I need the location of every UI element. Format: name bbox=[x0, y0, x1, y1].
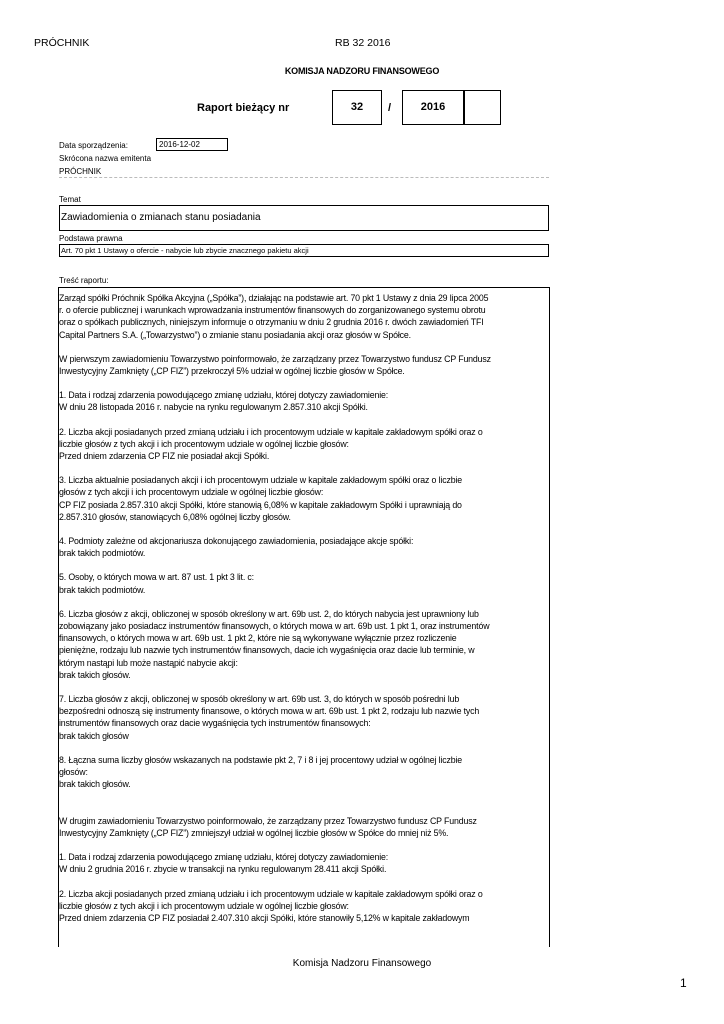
content-label: Treść raportu: bbox=[59, 276, 109, 285]
report-label: Raport bieżący nr bbox=[197, 102, 290, 114]
content-line: liczbie głosów z tych akcji i ich procentowym udziale w ogólnej liczbie głosów: bbox=[59, 438, 349, 449]
content-line: Przed dniem zdarzenia CP FIZ posiadał 2.407.310 akcji Spółki, które stanowiły 5,12% w kapitale zakładowym bbox=[59, 912, 470, 923]
date-label: Data sporządzenia: bbox=[59, 141, 128, 150]
content-paragraph bbox=[59, 888, 549, 925]
content-line: W dniu 2 grudnia 2016 r. zbycie w transakcji na rynku regulowanym 28.411 akcji Spółki. bbox=[59, 864, 387, 875]
content-line: 8. Łączna suma liczby głosów wskazanych na podstawie pkt 2, 7 i 8 i jej procentowy udział w ogólnej liczbie bbox=[59, 754, 462, 765]
content-paragraph bbox=[59, 693, 549, 742]
content-line: W drugim zawiadomieniu Towarzystwo poinformowało, że zarządzany przez Towarzystwo fundusz CP Fundusz bbox=[59, 815, 477, 826]
content-paragraph bbox=[59, 851, 549, 875]
content-line: 2.857.310 głosów, stanowiących 6,08% ogólnej liczby głosów. bbox=[59, 511, 291, 522]
content-line: 4. Podmioty zależne od akcjonariusza dokonującego zawiadomienia, posiadające akcje spółki: bbox=[59, 536, 414, 547]
content-line bbox=[59, 803, 549, 815]
date-value-box: 2016-12-02 bbox=[156, 138, 228, 151]
content-paragraph bbox=[59, 426, 549, 463]
content-paragraph bbox=[59, 389, 549, 413]
footer-agency: Komisja Nadzoru Finansowego bbox=[292, 958, 432, 969]
content-paragraph bbox=[59, 292, 549, 341]
header-report-id: RB 32 2016 bbox=[335, 37, 391, 49]
content-line: liczbie głosów z tych akcji i ich procentowym udziale w ogólnej liczbie głosów: bbox=[59, 900, 349, 911]
content-line: głosów z tych akcji i ich procentowym udziale w ogólnej liczbie głosów: bbox=[59, 487, 324, 498]
content-line: W pierwszym zawiadomieniu Towarzystwo poinformowało, że zarządzany przez Towarzystwo fundusz CP Fundusz bbox=[59, 353, 491, 364]
content-line: 3. Liczba aktualnie posiadanych akcji i ich procentowym udziale w kapitale zakładowym spółki oraz o liczbie bbox=[59, 475, 462, 486]
topic-label: Temat bbox=[59, 195, 81, 204]
content-line: Inwestycyjny Zamknięty („CP FIZ”) przekroczył 5% udział w ogólnej liczbie głosów w Spółce. bbox=[59, 366, 405, 377]
content-line: CP FIZ posiada 2.857.310 akcji Spółki, które stanowią 6,08% w kapitale zakładowym Spółki i uprawniają do bbox=[59, 499, 462, 510]
report-extra-box bbox=[464, 90, 501, 125]
agency-title: KOMISJA NADZORU FINANSOWEGO bbox=[284, 66, 440, 76]
header-issuer: PRÓCHNIK bbox=[34, 37, 90, 49]
short-name-label: Skrócona nazwa emitenta bbox=[59, 154, 152, 163]
issuer-name: PRÓCHNIK bbox=[59, 167, 102, 176]
content-paragraph bbox=[59, 608, 549, 681]
content-paragraph bbox=[59, 353, 549, 377]
content-line: Inwestycyjny Zamknięty („CP FIZ”) zmniejszył udział w ogólnej liczbie głosów w Spółce do mniej niż 5%. bbox=[59, 827, 449, 838]
content-line: 5. Osoby, o których mowa w art. 87 ust. 1 pkt 3 lit. c: bbox=[59, 572, 254, 583]
report-number-box: 32 bbox=[332, 90, 382, 125]
content-line: 2. Liczba akcji posiadanych przed zmianą udziału i ich procentowym udziale w kapitale zakładowym spółki oraz o bbox=[59, 426, 483, 437]
content-line: Przed dniem zdarzenia CP FIZ nie posiadał akcji Spółki. bbox=[59, 451, 270, 462]
content-line: instrumentów finansowych oraz dacie wygaśnięcia tych instrumentów finansowych: bbox=[59, 718, 371, 729]
content-line: 6. Liczba głosów z akcji, obliczonej w sposób określony w art. 69b ust. 2, do których nabycia jest uprawniony lub bbox=[59, 608, 479, 619]
content-paragraph bbox=[59, 803, 549, 840]
content-line: brak takich głosów. bbox=[59, 669, 131, 680]
content-line: bezpośredni odnoszą się instrumenty finansowe, o których mowa w art. 69b ust. 1 pkt 2, rodzaju lub nazwie tych bbox=[59, 706, 480, 717]
content-line: brak takich głosów. bbox=[59, 779, 131, 790]
content-paragraph bbox=[59, 754, 549, 791]
content-line: Zarząd spółki Próchnik Spółka Akcyjna („Spółka”), działając na podstawie art. 70 pkt 1 Ustawy z dnia 29 lipca 2005 bbox=[59, 293, 489, 303]
legal-basis-label: Podstawa prawna bbox=[59, 234, 123, 243]
content-line: 7. Liczba głosów z akcji, obliczonej w sposób określony w art. 69b ust. 3, do których w sposób pośredni lub bbox=[59, 694, 460, 705]
content-line: brak takich głosów bbox=[59, 730, 129, 741]
content-line: 1. Data i rodzaj zdarzenia powodującego zmianę udziału, której dotyczy zawiadomienie: bbox=[59, 852, 389, 863]
content-paragraph bbox=[59, 571, 549, 595]
content-line: oraz o spółkach publicznych, niniejszym informuje o otrzymaniu w dniu 2 grudnia 2016 r. dwóch zawiadomień TFI bbox=[59, 317, 484, 328]
content-line: finansowych, o których mowa w art. 69b ust. 1 pkt 2, które nie są wykonywane wyłącznie przez rozliczenie bbox=[59, 633, 457, 644]
content-paragraph bbox=[59, 474, 549, 523]
content-line: 2. Liczba akcji posiadanych przed zmianą udziału i ich procentowym udziale w kapitale zakładowym spółki oraz o bbox=[59, 888, 483, 899]
report-year-box: 2016 bbox=[402, 90, 464, 125]
report-content-box bbox=[58, 287, 550, 947]
content-line: r. o ofercie publicznej i warunkach wprowadzania instrumentów finansowych do zorganizowanego systemu obrotu bbox=[59, 305, 486, 316]
content-line: brak takich podmiotów. bbox=[59, 584, 146, 595]
content-line: brak takich podmiotów. bbox=[59, 548, 146, 559]
content-line: pieniężne, rodzaju lub nazwie tych instrumentów finansowych, dacie ich wygaśnięcia oraz dacie lub terminie, w bbox=[59, 645, 475, 656]
divider bbox=[59, 177, 549, 178]
page-number: 1 bbox=[680, 976, 687, 990]
report-separator: / bbox=[388, 102, 392, 114]
content-paragraph bbox=[59, 535, 549, 559]
content-line: zobowiązany jako posiadacz instrumentów finansowych, o których mowa w art. 69b ust. 1 pkt 1, oraz instrumentów bbox=[59, 621, 490, 632]
content-line: którym nastąpi lub może nastąpić nabycie akcji: bbox=[59, 657, 238, 668]
topic-box: Zawiadomienia o zmianach stanu posiadania bbox=[59, 205, 549, 231]
content-line: Capital Partners S.A. („Towarzystwo”) o zmianie stanu posiadania akcji oraz głosów w Spółce. bbox=[59, 329, 411, 340]
content-line: W dniu 28 listopada 2016 r. nabycie na rynku regulowanym 2.857.310 akcji Spółki. bbox=[59, 402, 368, 413]
content-line: 1. Data i rodzaj zdarzenia powodującego zmianę udziału, której dotyczy zawiadomienie: bbox=[59, 390, 389, 401]
content-line: głosów: bbox=[59, 767, 88, 778]
legal-basis-box: Art. 70 pkt 1 Ustawy o ofercie - nabycie lub zbycie znacznego pakietu akcji bbox=[59, 244, 549, 257]
